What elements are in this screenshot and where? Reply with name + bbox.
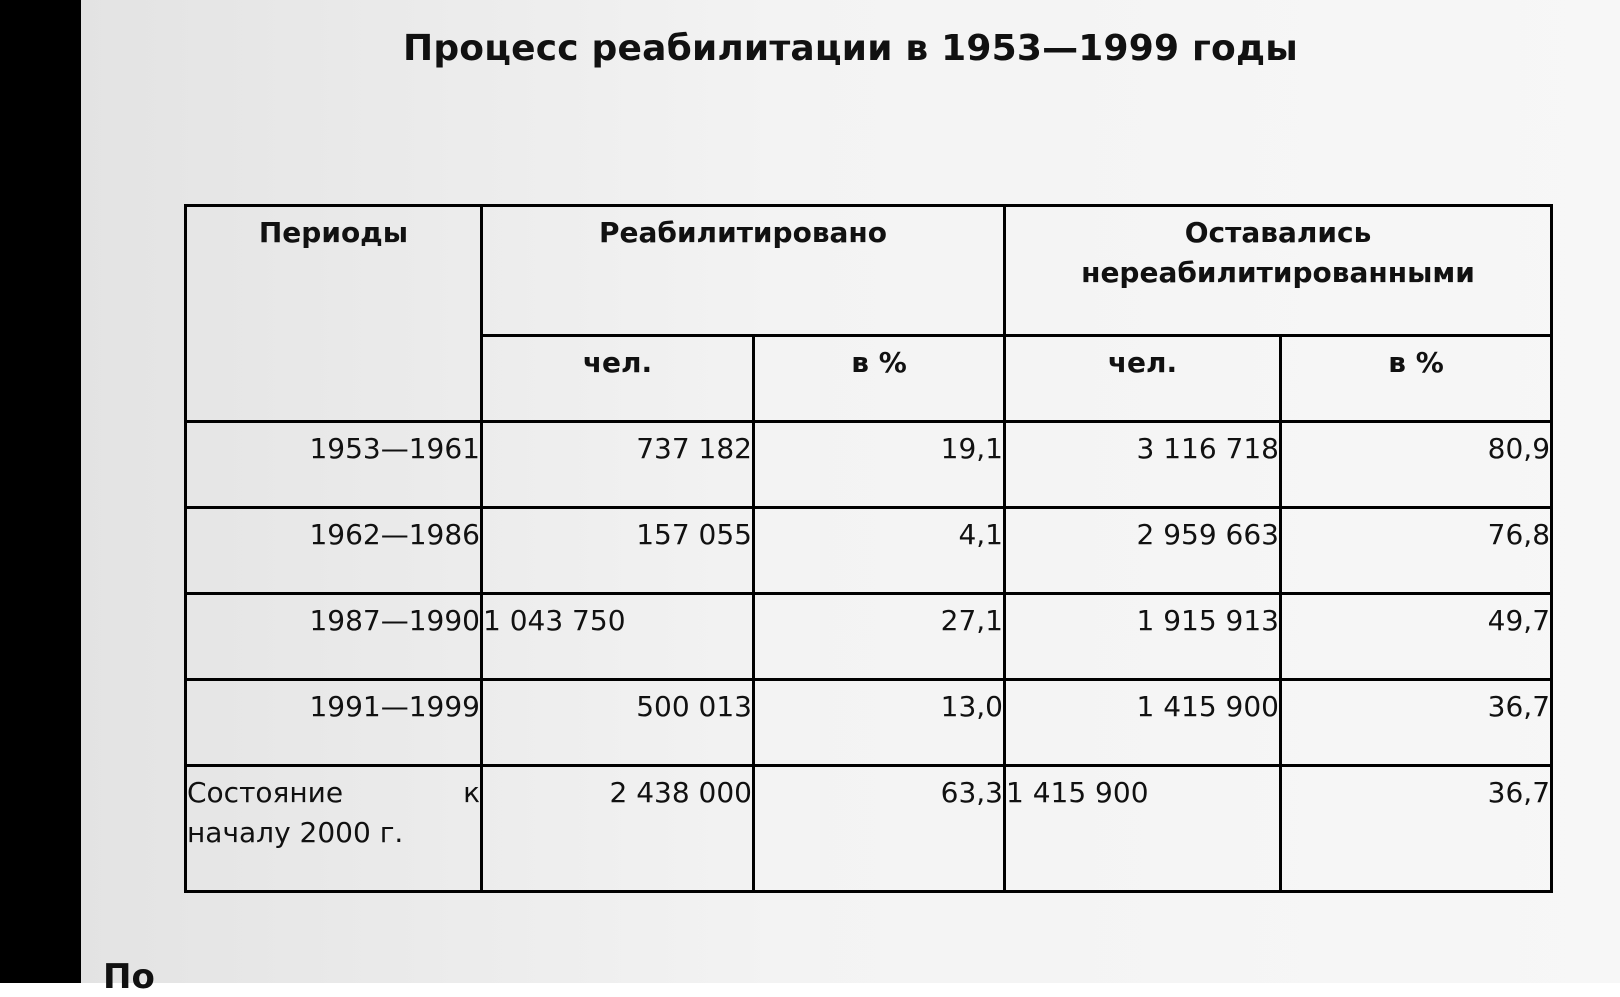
remain-percent-cell: 76,8 xyxy=(1281,508,1552,594)
header-periods: Периоды xyxy=(186,206,482,422)
remain-percent-cell: 36,7 xyxy=(1281,680,1552,766)
remain-percent-cell: 36,7 xyxy=(1281,766,1552,892)
page-title: Процесс реабилитации в 1953—1999 годы xyxy=(402,28,1298,69)
cut-off-paragraph-text: По xyxy=(103,957,155,997)
rehab-people-cell: 1 043 750 xyxy=(482,594,754,680)
rehab-percent-cell: 19,1 xyxy=(754,422,1005,508)
period-cell: Состояние к началу 2000 г. xyxy=(186,766,482,892)
rehab-percent-cell: 4,1 xyxy=(754,508,1005,594)
header-rehabilitated: Реабилитировано xyxy=(482,206,1005,336)
header-remain-people: чел. xyxy=(1005,336,1281,422)
table-row xyxy=(186,422,1552,508)
table-row xyxy=(186,594,1552,680)
table-row-total xyxy=(186,766,1552,892)
header-rehab-people: чел. xyxy=(482,336,754,422)
rehabilitation-table xyxy=(184,204,1553,893)
rehab-percent-cell: 27,1 xyxy=(754,594,1005,680)
table-header-row xyxy=(186,206,1552,336)
remain-people-cell: 1 415 900 xyxy=(1005,766,1281,892)
header-remaining-line1: Оставались xyxy=(1184,216,1372,249)
period-cell: 1953—1961 xyxy=(186,422,482,508)
period-cell: 1991—1999 xyxy=(186,680,482,766)
document-page xyxy=(81,0,1620,997)
remain-people-cell: 1 915 913 xyxy=(1005,594,1281,680)
rehab-people-cell: 737 182 xyxy=(482,422,754,508)
header-rehab-percent: в % xyxy=(754,336,1005,422)
cut-off-paragraph xyxy=(103,957,155,997)
remain-people-cell: 2 959 663 xyxy=(1005,508,1281,594)
header-remain-percent: в % xyxy=(1281,336,1552,422)
remain-percent-cell: 49,7 xyxy=(1281,594,1552,680)
rehab-percent-cell: 63,3 xyxy=(754,766,1005,892)
remain-people-cell: 3 116 718 xyxy=(1005,422,1281,508)
period-cell: 1987—1990 xyxy=(186,594,482,680)
period-cell: 1962—1986 xyxy=(186,508,482,594)
header-remaining xyxy=(1005,206,1552,336)
rehab-people-cell: 157 055 xyxy=(482,508,754,594)
remain-percent-cell: 80,9 xyxy=(1281,422,1552,508)
table-row xyxy=(186,508,1552,594)
table-row xyxy=(186,680,1552,766)
rehab-people-cell: 500 013 xyxy=(482,680,754,766)
rehab-percent-cell: 13,0 xyxy=(754,680,1005,766)
left-black-bar xyxy=(0,0,81,983)
remain-people-cell: 1 415 900 xyxy=(1005,680,1281,766)
rehab-people-cell: 2 438 000 xyxy=(482,766,754,892)
header-remaining-line2: нереабилитированными xyxy=(1081,256,1475,289)
